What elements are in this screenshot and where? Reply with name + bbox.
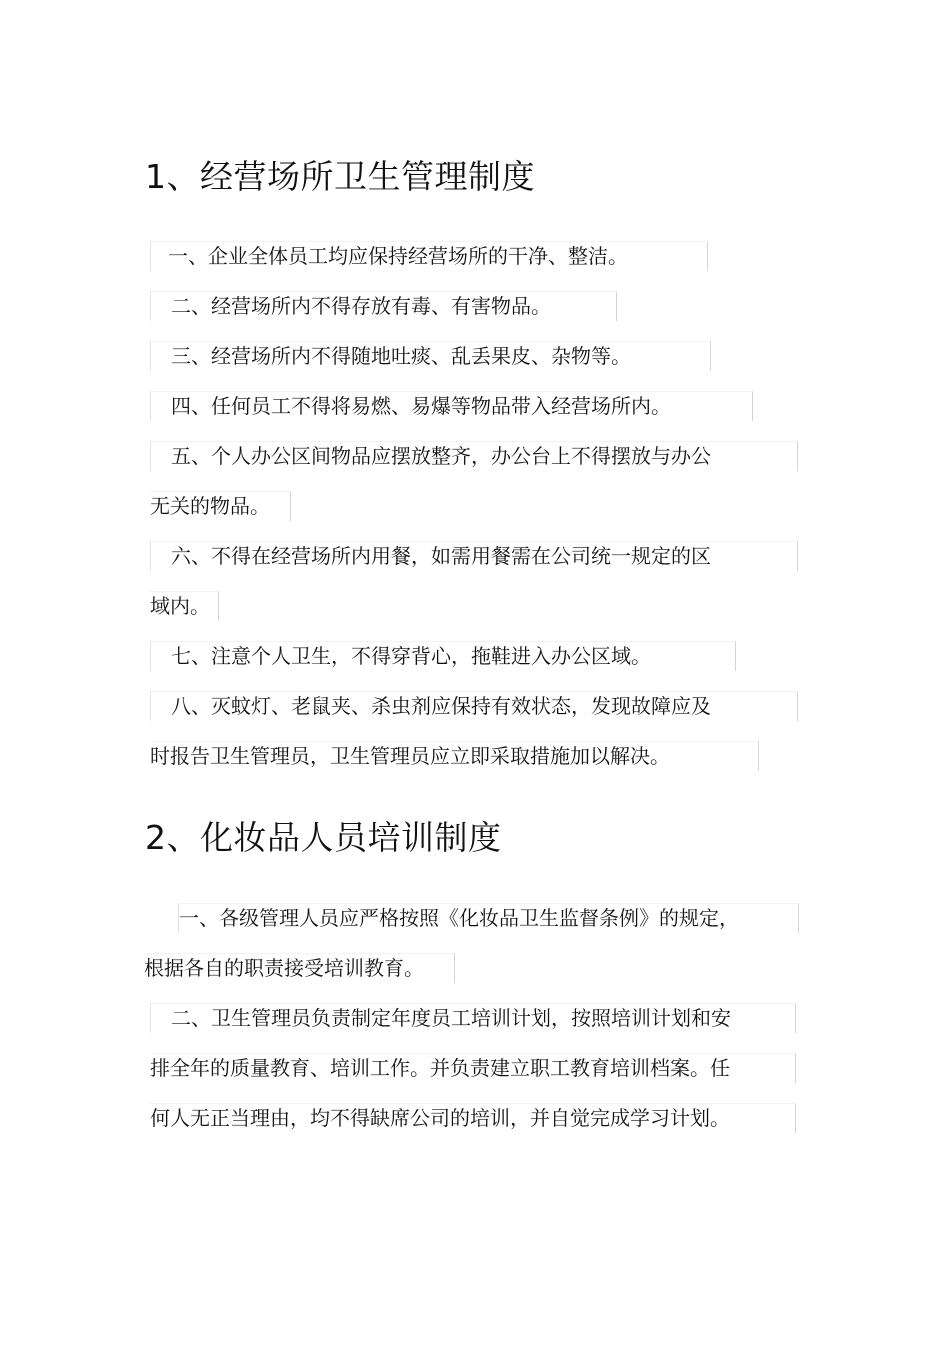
section-2-line-4: 排全年的质量教育、培训工作。并负责建立职工教育培训档案。任 [150,1056,730,1080]
section-1-heading: 1、经营场所卫生管理制度 [145,157,535,196]
section-1-line-5: 五、个人办公区间物品应摆放整齐，办公台上不得摆放与办公 [171,444,711,468]
section-1-line-6: 无关的物品。 [150,494,270,518]
section-1-line-11: 时报告卫生管理员，卫生管理员应立即采取措施加以解决。 [150,744,670,768]
section-1-line-8: 域内。 [150,594,210,618]
section-1-line-4: 四、任何员工不得将易燃、易爆等物品带入经营场所内。 [171,394,671,418]
section-2-line-3: 二、卫生管理员负责制定年度员工培训计划，按照培训计划和安 [171,1006,731,1030]
section-1-line-10: 八、灭蚊灯、老鼠夹、杀虫剂应保持有效状态，发现故障应及 [171,694,711,718]
section-2-line-5: 何人无正当理由，均不得缺席公司的培训，并自觉完成学习计划。 [150,1106,730,1130]
section-2-heading: 2、化妆品人员培训制度 [145,818,502,857]
section-1-line-7: 六、不得在经营场所内用餐，如需用餐需在公司统一规定的区 [171,544,711,568]
section-1-line-3: 三、经营场所内不得随地吐痰、乱丢果皮、杂物等。 [171,344,631,368]
section-1-line-9: 七、注意个人卫生，不得穿背心，拖鞋进入办公区域。 [171,644,651,668]
section-1-line-1: 一、企业全体员工均应保持经营场所的干净、整洁。 [168,244,628,268]
section-2-line-1: 一、各级管理人员应严格按照《化妆品卫生监督条例》的规定， [179,906,739,930]
section-1-line-2: 二、经营场所内不得存放有毒、有害物品。 [171,294,551,318]
section-2-line-2: 根据各自的职责接受培训教育。 [144,956,424,980]
